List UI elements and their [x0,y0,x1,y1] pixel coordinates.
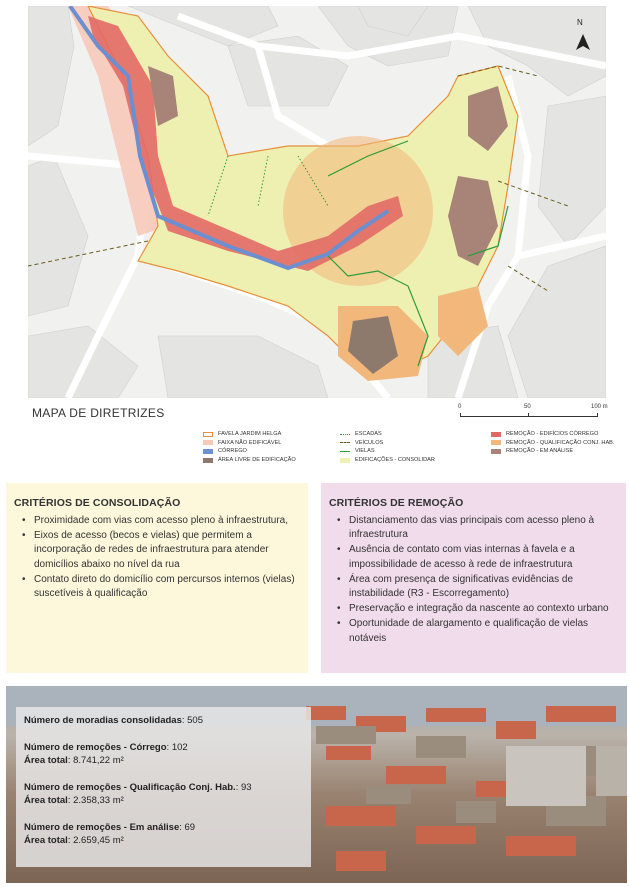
legend-item: FAVELA JARDIM HELGA [203,430,296,439]
criterios-remocao-panel [321,483,626,673]
apartment-building [506,746,586,806]
stat-remocoes-corrego: Número de remoções - Córrego: 102 [24,741,188,753]
legend-item: REMOÇÃO - EDIFÍCIOS CÓRREGO [491,430,614,439]
stat-area-analise: Área total: 2.659,45 m² [24,835,124,846]
stat-remocoes-analise: Número de remoções - Em análise: 69 [24,821,196,833]
legend-item: VEÍCULOS [340,439,435,448]
legend-item: CÓRREGO [203,447,296,456]
map-title: MAPA DE DIRETRIZES [32,406,165,420]
legend-item: REMOÇÃO - EM ANÁLISE [491,447,614,456]
scale-label-0: 0 [458,404,462,410]
scale-label-50: 50 [524,404,531,410]
list-item: • Área com presença de significativas evidências de instabilidade (R3 - Escorregamento) [329,573,618,601]
list-item: • Oportunidade de alargamento e qualificação de vielas notáveis [329,617,618,645]
criterios-consolidacao-title: CRITÉRIOS DE CONSOLIDAÇÃO [14,497,181,509]
legend-item: FAIXA NÃO EDIFICÁVEL [203,439,296,448]
criterios-consolidacao-list [14,514,300,601]
stats-box [16,707,311,867]
list-item: • Preservação e integração da nascente ao contexto urbano [329,602,618,616]
legend-item: ÁREA LIVRE DE EDIFICAÇÃO [203,456,296,465]
list-item: • Eixos de acesso (becos e vielas) que permitem a incorporação de redes de infraestrutura para atender domicílios abaixo no nível da rua [14,529,300,572]
legend-column-3 [491,430,614,456]
north-label: N [577,18,583,27]
stat-consolidadas: Número de moradias consolidadas: 505 [24,715,203,726]
legend-item: REMOÇÃO - QUALIFICAÇÃO CONJ. HAB. [491,439,614,448]
legend-column-1 [203,430,296,464]
list-item: • Ausência de contato com vias internas à favela e a impossibilidade de acesso à rede de infraestrutura [329,543,618,571]
list-item: • Distanciamento das vias principais com acesso pleno à infraestrutura [329,514,618,542]
list-item: • Contato direto do domicílio com percursos internos (vielas) suscetíveis à qualificação [14,573,300,601]
list-item: • Proximidade com vias com acesso pleno à infraestrutura, [14,514,300,528]
legend-column-2 [340,430,435,464]
legend-item: ESCADAS [340,430,435,439]
scale-bar [458,404,608,424]
stat-area-corrego: Área total: 8.741,22 m² [24,755,124,766]
criterios-remocao-title: CRITÉRIOS DE REMOÇÃO [329,497,464,509]
stat-area-qualificacao: Área total: 2.358,33 m² [24,795,124,806]
site-map [28,6,606,398]
legend-item: EDIFICAÇÕES - CONSOLIDAR [340,456,435,465]
stat-remocoes-qualificacao: Número de remoções - Qualificação Conj. Hab.: 93 [24,781,252,793]
scale-label-100: 100 m [591,404,608,410]
legend-item: VIELAS [340,447,435,456]
criterios-remocao-list [329,514,618,646]
criterios-consolidacao-panel [6,483,308,673]
map-drawing [28,6,606,398]
favela-photo [6,686,627,883]
